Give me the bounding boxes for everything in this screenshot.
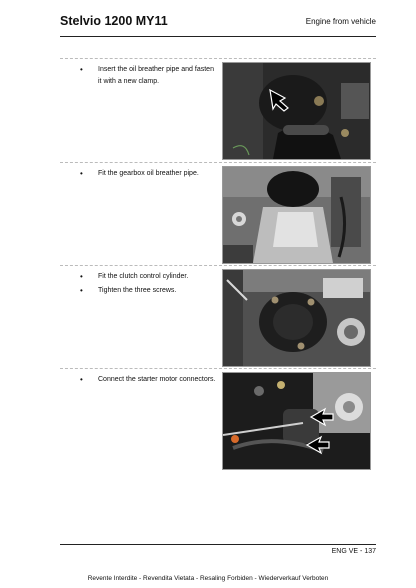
bullet-icon: • [80, 169, 83, 178]
bullet-icon: • [80, 286, 83, 295]
photo-starter-motor-connectors [222, 372, 371, 470]
procedure-row-3 [60, 265, 376, 369]
step-list [80, 168, 218, 182]
bullet-icon: • [80, 65, 83, 74]
step-text: Insert the oil breather pipe and fasten it with a new clamp. [98, 66, 214, 85]
row-divider [60, 162, 376, 163]
step-item [80, 271, 218, 283]
procedure-row-1 [60, 58, 376, 162]
row-divider [60, 58, 376, 59]
page-header [60, 14, 376, 36]
photo-clutch-control-cylinder [222, 269, 371, 367]
section-title: Engine from vehicle [305, 17, 376, 26]
step-item [80, 285, 218, 297]
procedure-row-4 [60, 368, 376, 472]
photo-oil-breather-pipe [222, 62, 371, 160]
bullet-icon: • [80, 375, 83, 384]
step-list [80, 374, 218, 388]
page-number: ENG VE - 137 [331, 548, 376, 555]
step-item [80, 168, 218, 180]
step-list [80, 64, 218, 90]
step-text: Tighten the three screws. [98, 287, 177, 294]
row-divider [60, 265, 376, 266]
step-item [80, 64, 218, 88]
step-item [80, 374, 218, 386]
footer-divider [60, 544, 376, 545]
header-divider [60, 36, 376, 37]
document-title: Stelvio 1200 MY11 [60, 14, 168, 28]
photo-gearbox-breather-pipe [222, 166, 371, 264]
step-text: Fit the gearbox oil breather pipe. [98, 170, 199, 177]
step-list [80, 271, 218, 299]
step-text: Connect the starter motor connectors. [98, 376, 216, 383]
procedure-row-2 [60, 162, 376, 266]
step-text: Fit the clutch control cylinder. [98, 273, 189, 280]
copyright-notice: Revente Interdite - Revendita Vietata - Resaling Forbiden - Wiederverkauf Verboten [87, 575, 329, 582]
bullet-icon: • [80, 272, 83, 281]
row-divider [60, 368, 376, 369]
